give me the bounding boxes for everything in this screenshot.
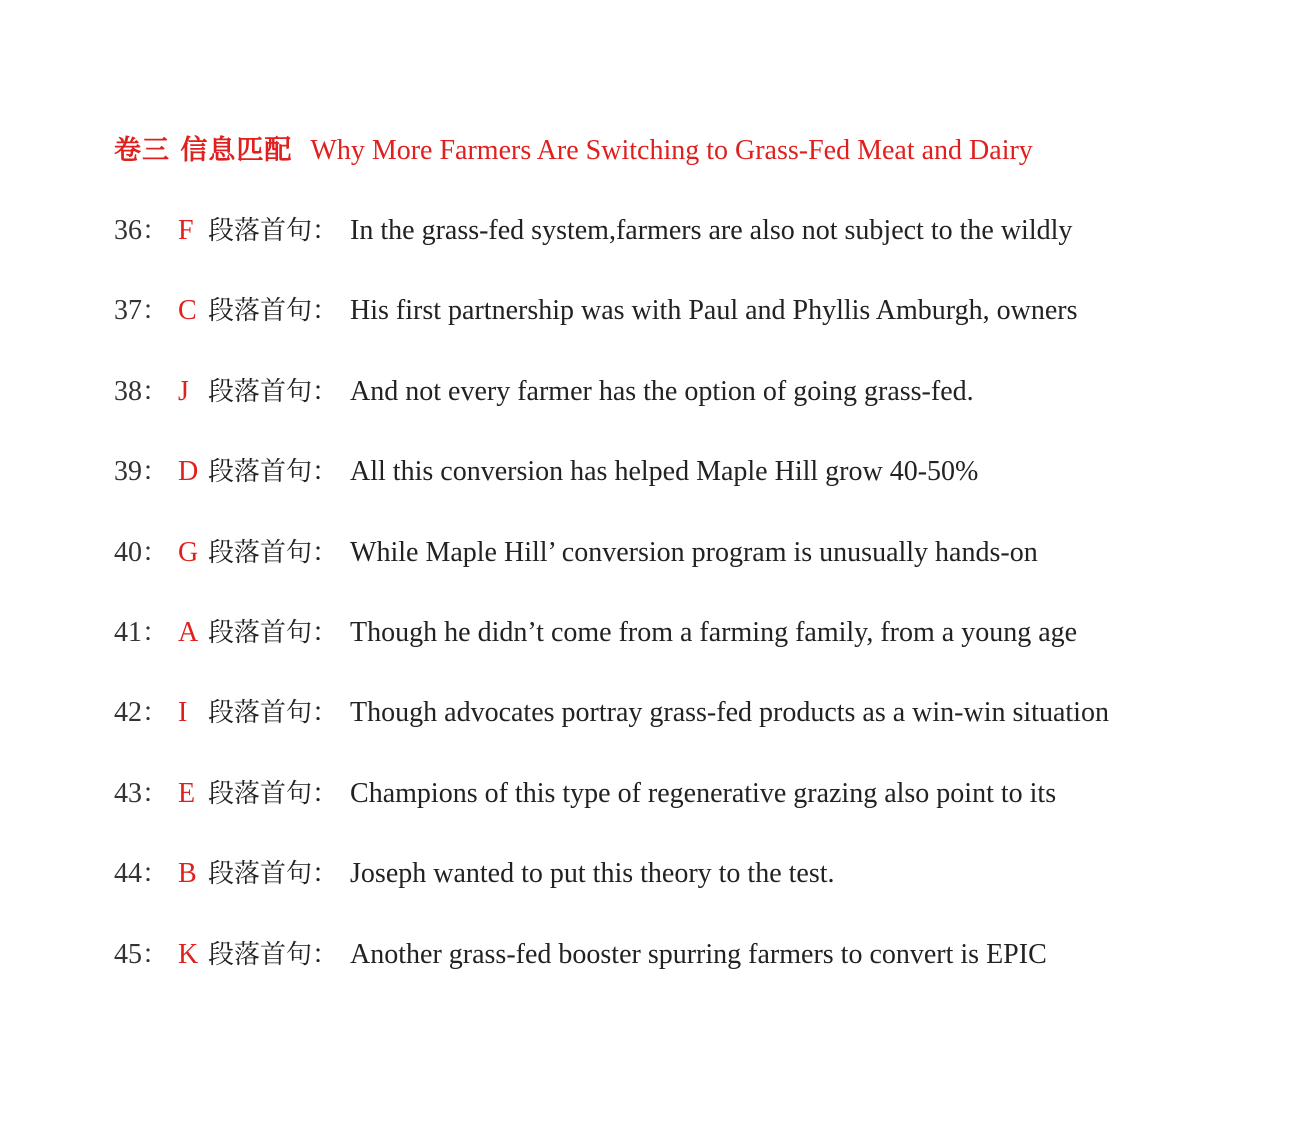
answer-letter: E (178, 777, 196, 809)
question-colon: ： (142, 698, 169, 729)
answer-row (114, 369, 1274, 415)
answer-letter: F (178, 215, 194, 246)
question-number: 40 (114, 536, 142, 568)
answer-row (114, 690, 1274, 736)
question-number: 39 (114, 456, 142, 488)
answer-letter: D (178, 456, 199, 488)
paragraph-first-sentence: His first partnership was with Paul and Phyllis Amburgh, owners (350, 295, 1078, 327)
question-number: 41 (114, 616, 142, 648)
answer-row (114, 851, 1274, 897)
paragraph-first-sentence: While Maple Hill’ conversion program is unusually hands-on (350, 536, 1038, 568)
paragraph-first-sentence: Another grass-fed booster spurring farmers to convert is EPIC (350, 938, 1047, 970)
paragraph-first-sentence-label: 段落首句： (208, 296, 339, 327)
paragraph-first-sentence-label: 段落首句： (208, 698, 339, 729)
answer-letter: B (178, 858, 197, 890)
paragraph-first-sentence-label: 段落首句： (208, 778, 339, 809)
paragraph-first-sentence: All this conversion has helped Maple Hill grow 40-50% (350, 456, 979, 488)
answer-letter: K (178, 938, 199, 970)
paragraph-first-sentence-label: 段落首句： (208, 537, 339, 568)
answer-letter: A (178, 616, 199, 648)
question-colon: ： (142, 296, 169, 327)
answer-letter: G (178, 536, 199, 568)
answer-row (114, 288, 1274, 334)
question-colon: ： (142, 216, 169, 246)
question-number: 45 (114, 938, 142, 970)
paragraph-first-sentence-label: 段落首句： (208, 617, 339, 648)
paragraph-first-sentence-label: 段落首句： (208, 216, 339, 246)
question-colon: ： (142, 376, 169, 407)
answer-letter: J (178, 375, 189, 407)
question-number: 37 (114, 295, 142, 327)
question-colon: ： (142, 537, 169, 568)
answer-row (114, 449, 1274, 495)
section-title-english: Why More Farmers Are Switching to Grass-Fed Meat and Dairy (310, 135, 1033, 166)
question-colon: ： (142, 859, 169, 890)
answer-row (114, 208, 1274, 254)
answer-row (114, 610, 1274, 656)
question-number: 44 (114, 858, 142, 890)
paragraph-first-sentence-label: 段落首句： (208, 457, 339, 488)
answer-row (114, 530, 1274, 576)
paragraph-first-sentence-label: 段落首句： (208, 859, 339, 890)
answer-letter: C (178, 295, 197, 327)
paragraph-first-sentence-label: 段落首句： (208, 939, 339, 970)
paragraph-first-sentence-label: 段落首句： (208, 376, 339, 407)
paragraph-first-sentence: Champions of this type of regenerative grazing also point to its (350, 777, 1057, 809)
section-title (114, 128, 1274, 174)
question-colon: ： (142, 617, 169, 648)
question-colon: ： (142, 778, 169, 809)
paragraph-first-sentence: Joseph wanted to put this theory to the test. (350, 858, 835, 890)
answer-row (114, 932, 1274, 978)
answer-list (114, 208, 1274, 978)
section-title-chinese: 卷三 信息匹配 (114, 135, 293, 166)
answer-row (114, 771, 1274, 817)
answer-sheet (114, 128, 1274, 1012)
question-number: 38 (114, 375, 142, 407)
paragraph-first-sentence: Though he didn’t come from a farming family, from a young age (350, 616, 1078, 648)
question-colon: ： (142, 939, 169, 970)
question-colon: ： (142, 457, 169, 488)
question-number: 42 (114, 697, 142, 729)
paragraph-first-sentence: Though advocates portray grass-fed products as a win-win situation (350, 697, 1109, 729)
answer-letter: I (178, 697, 188, 729)
paragraph-first-sentence: And not every farmer has the option of going grass-fed. (350, 375, 974, 407)
question-number: 43 (114, 777, 142, 809)
paragraph-first-sentence: In the grass-fed system,farmers are also not subject to the wildly (350, 215, 1073, 246)
question-number: 36 (114, 215, 142, 246)
